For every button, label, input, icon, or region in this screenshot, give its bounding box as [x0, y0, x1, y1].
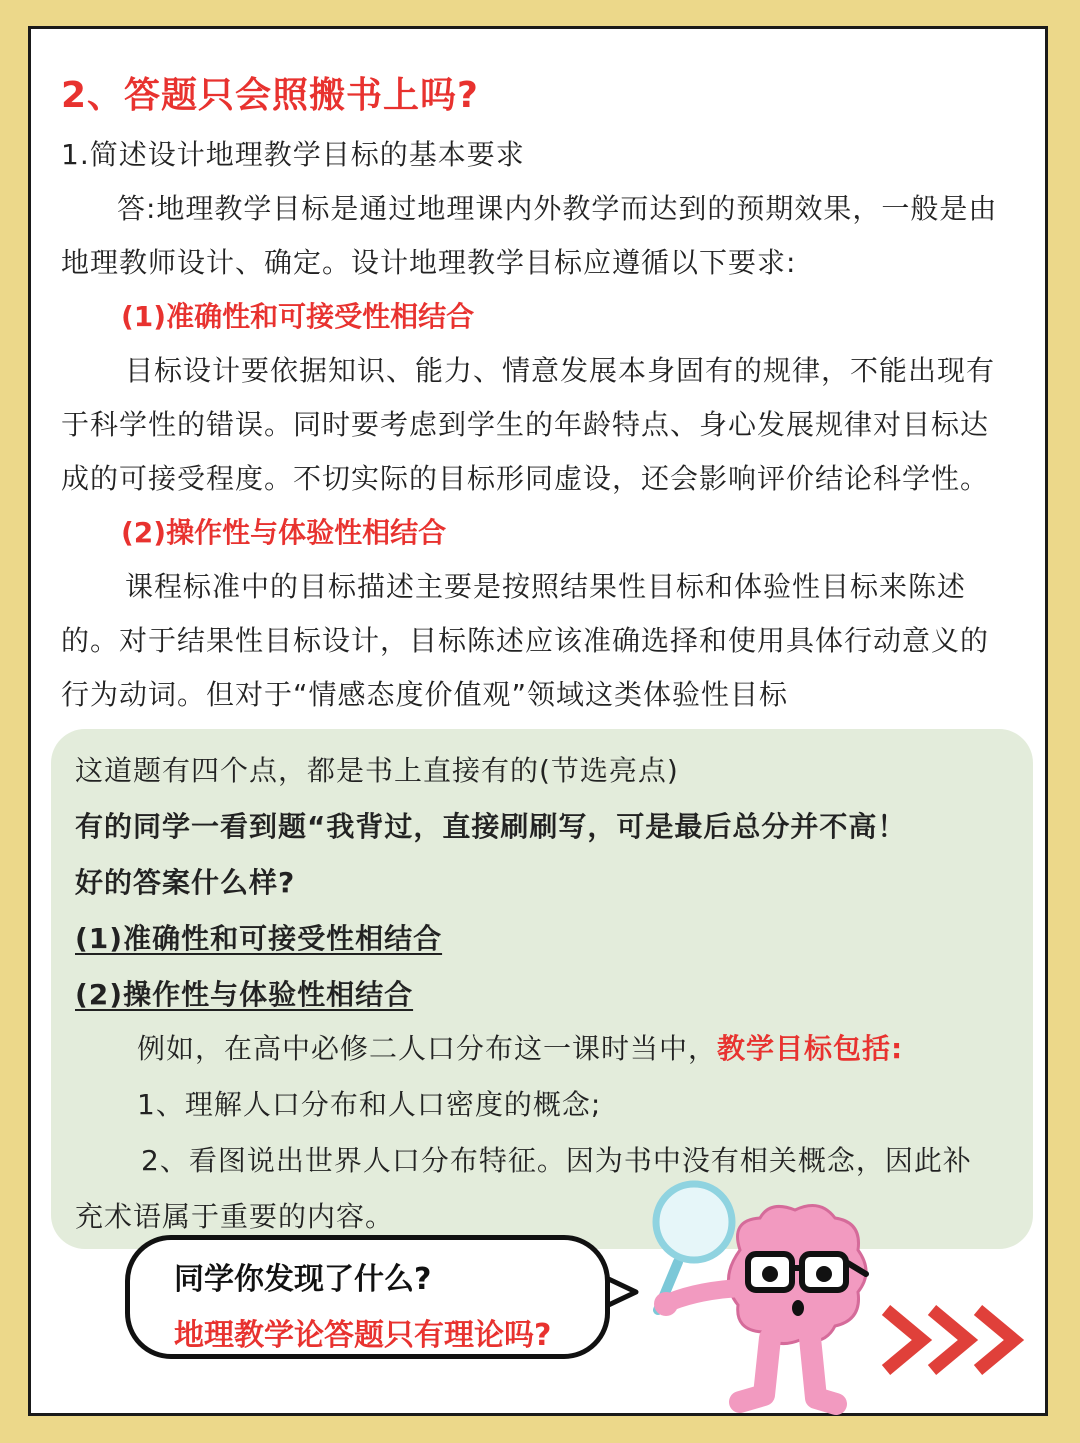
- note-point-2: (2)操作性与体验性相结合: [75, 978, 414, 1011]
- section-2-line-1: 课程标准中的目标描述主要是按照结果性目标和体验性目标来陈述: [125, 570, 967, 603]
- page-title: 2、答题只会照搬书上吗?: [61, 75, 479, 116]
- section-1-line-3: 成的可接受程度。不切实际的目标形同虚设，还会影响评价结论科学性。: [61, 462, 990, 495]
- brain-leg-left: [740, 1338, 770, 1402]
- bubble-line-2: 地理教学论答题只有理论吗?: [174, 1318, 552, 1353]
- speech-bubble: [125, 1235, 610, 1359]
- bubble-line-1: 同学你发现了什么?: [174, 1262, 432, 1297]
- note-point-1: (1)准确性和可接受性相结合: [75, 922, 443, 955]
- mouth: [792, 1300, 804, 1316]
- brain-hand: [654, 1292, 678, 1316]
- note-item-2-cont: 充术语属于重要的内容。: [75, 1200, 395, 1233]
- arrow-chevron-2: [932, 1310, 968, 1370]
- note-example-highlight: 教学目标包括:: [717, 1032, 904, 1065]
- brain-leg-right: [810, 1338, 836, 1404]
- note-item-2: 2、看图说出世界人口分布特征。因为书中没有相关概念，因此补: [141, 1144, 972, 1177]
- content-card: [28, 26, 1048, 1416]
- note-example: [137, 1027, 903, 1067]
- note-item-1: 1、理解人口分布和人口密度的概念;: [137, 1088, 602, 1121]
- section-2-title: (2)操作性与体验性相结合: [121, 516, 447, 549]
- note-question: 好的答案什么样?: [75, 866, 296, 899]
- left-eye: [762, 1266, 778, 1282]
- note-line-1: 这道题有四个点，都是书上直接有的(节选亮点): [75, 754, 679, 787]
- question-text: 1.简述设计地理教学目标的基本要求: [61, 138, 525, 171]
- note-example-prefix: 例如，在高中必修二人口分布这一课时当中，: [137, 1032, 718, 1065]
- answer-line-1: 答:地理教学目标是通过地理课内外教学而达到的预期效果，一般是由: [117, 192, 998, 225]
- next-arrows-icon: [878, 1300, 1038, 1380]
- section-2-line-2: 的。对于结果性目标设计，目标陈述应该准确选择和使用具体行动意义的: [61, 624, 990, 657]
- note-box: [51, 729, 1033, 1249]
- section-1-line-1: 目标设计要依据知识、能力、情意发展本身固有的规律，不能出现有: [125, 354, 996, 387]
- section-2-line-3: 行为动词。但对于“情感态度价值观”领域这类体验性目标: [61, 678, 789, 711]
- arrow-chevron-3: [978, 1310, 1014, 1370]
- brain-mascot-illustration: [630, 1180, 880, 1420]
- magnifier-icon: [656, 1184, 732, 1260]
- note-warning: 有的同学一看到题“我背过，直接刷刷写，可是最后总分并不高！: [75, 810, 907, 843]
- answer-line-2: 地理教师设计、确定。设计地理教学目标应遵循以下要求:: [61, 246, 797, 279]
- section-1-title: (1)准确性和可接受性相结合: [121, 300, 475, 333]
- arrow-chevron-1: [886, 1310, 922, 1370]
- brain-arm: [670, 1288, 742, 1302]
- right-eye: [816, 1266, 832, 1282]
- section-1-line-2: 于科学性的错误。同时要考虑到学生的年龄特点、身心发展规律对目标达: [61, 408, 990, 441]
